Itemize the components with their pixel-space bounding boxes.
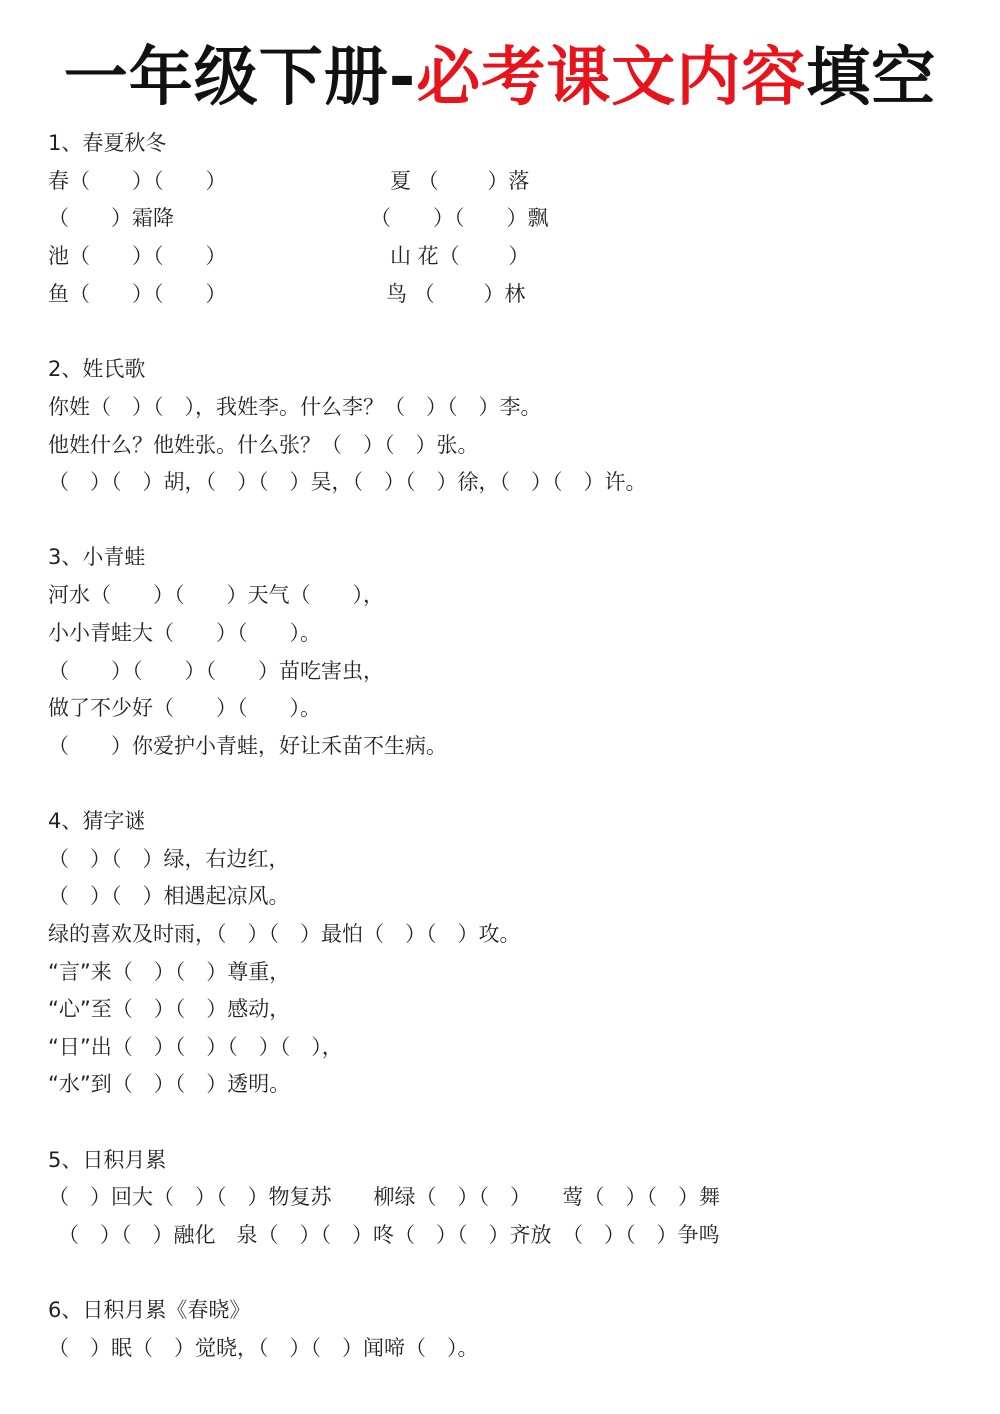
section-3-line-2: 小小青蛙大（ ）（ ）。 (48, 621, 321, 645)
section-2-heading: 2、姓氏歌 (48, 357, 146, 381)
section-5-line-1: （ ）回大（ ）（ ）物复苏 柳绿（ ）（ ） 莺（ ）（ ）舞 (48, 1185, 720, 1209)
section-4-line-5: “心”至（ ）（ ）感动， (48, 997, 291, 1021)
section-1-line-1-left: 春（ ）（ ） (48, 169, 227, 193)
section-3-line-1: 河水（ ）（ ）天气（ ）， (48, 583, 384, 607)
section-1-line-2-left: （ ）霜降 (48, 206, 174, 230)
section-1-line-4-left: 鱼（ ）（ ） (48, 282, 227, 306)
section-3-heading: 3、小青蛙 (48, 545, 146, 569)
section-1-line-2-right: （ ）（ ）飘 (370, 206, 549, 230)
section-1-line-3-left: 池（ ）（ ） (48, 244, 227, 268)
section-4-line-6: “日”出（ ）（ ）（ ）（ ）， (48, 1035, 343, 1059)
section-4-line-3: 绿的喜欢及时雨，（ ）（ ）最怕（ ）（ ）攻。 (48, 922, 521, 946)
section-5-heading: 5、日积月累 (48, 1148, 167, 1172)
section-6-heading: 6、日积月累《春晓》 (48, 1298, 251, 1322)
section-4-heading: 4、猜字谜 (48, 809, 146, 833)
section-6-line-1: （ ）眠（ ）觉晓，（ ）（ ）闻啼（ ）。 (48, 1336, 479, 1360)
section-4-line-4: “言”来（ ）（ ）尊重， (48, 960, 291, 984)
section-4-line-1: （ ）（ ）绿，右边红， (48, 847, 290, 871)
title-part-3: 填空 (806, 41, 937, 115)
section-2-line-1: 你姓（ ）（ ），我姓李。什么李？（ ）（ ）李。 (48, 395, 542, 419)
section-3-line-4: 做了不少好（ ）（ ）。 (48, 696, 321, 720)
title-part-1: 一年级下册- (63, 41, 417, 115)
section-1-line-1-right: 夏 （ ）落 (390, 169, 530, 193)
section-1-heading: 1、春夏秋冬 (48, 131, 167, 155)
section-1-line-3-right: 山 花（ ） (390, 244, 530, 268)
section-1-line-4-right: 鸟 （ ）林 (386, 282, 526, 306)
section-3-line-3: （ ）（ ）（ ）苗吃害虫， (48, 659, 384, 683)
section-4-line-2: （ ）（ ）相遇起凉风。 (48, 884, 290, 908)
section-4-line-7: “水”到（ ）（ ）透明。 (48, 1072, 291, 1096)
section-2-line-3: （ ）（ ）胡，（ ）（ ）吴，（ ）（ ）徐，（ ）（ ）许。 (48, 470, 647, 494)
section-3-line-5: （ ）你爱护小青蛙，好让禾苗不生病。 (48, 734, 447, 758)
section-5-line-2: （ ）（ ）融化 泉（ ）（ ）咚（ ）（ ）齐放 （ ）（ ）争鸣 (58, 1223, 720, 1247)
section-2-line-2: 他姓什么？他姓张。什么张？（ ）（ ）张。 (48, 433, 479, 457)
page-title (0, 36, 1000, 120)
title-part-2: 必考课文内容 (416, 41, 807, 115)
